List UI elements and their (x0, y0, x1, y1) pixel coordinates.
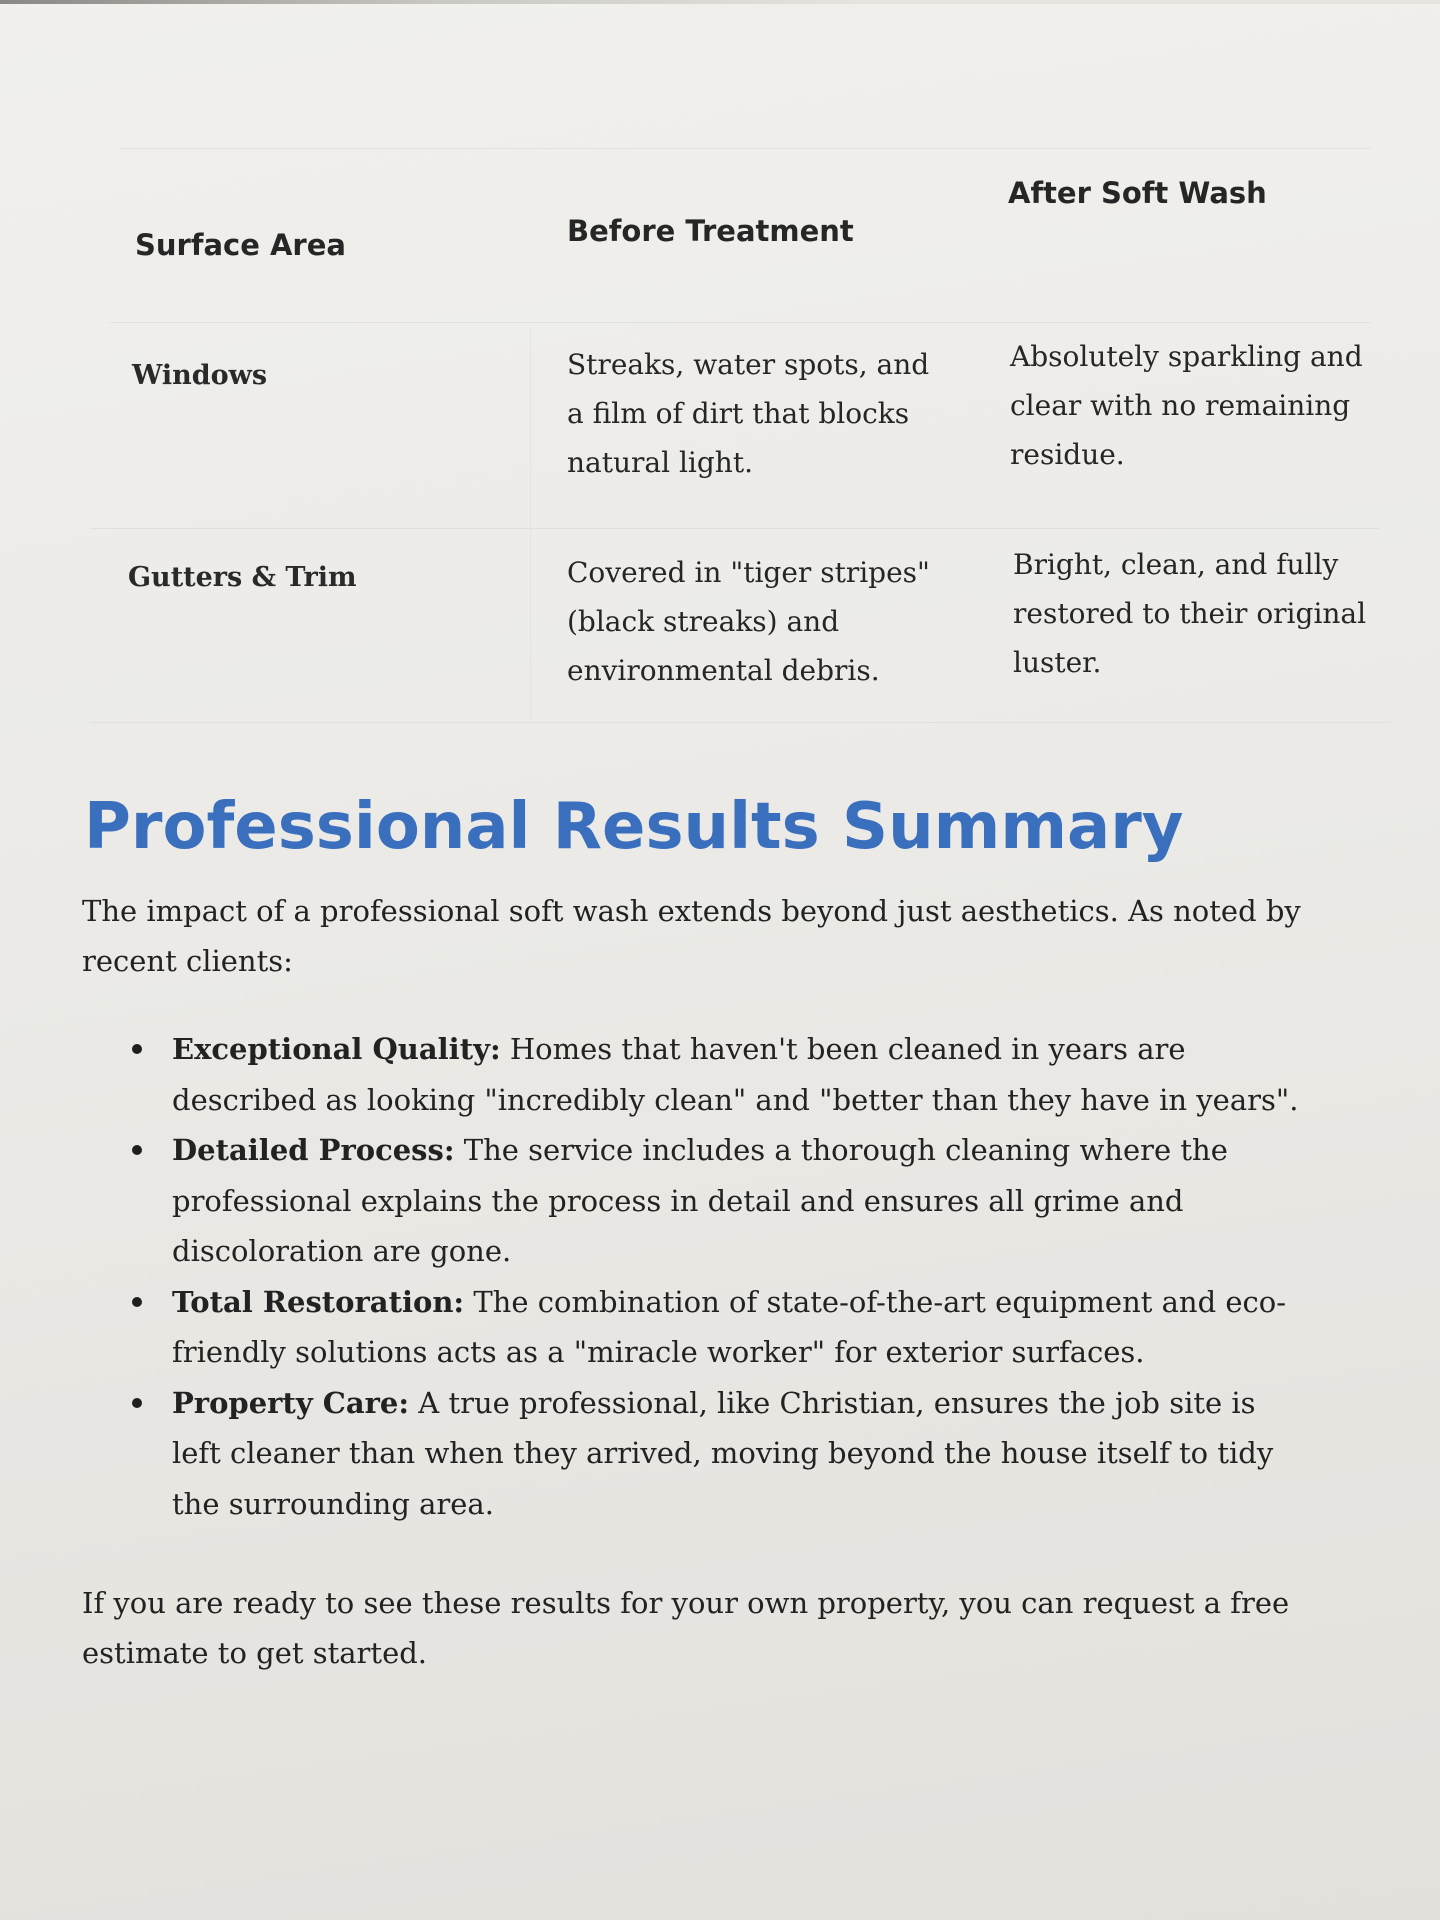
bullet-text: The combination of state-of-the-art equipment and eco-friendly solutions acts as a "miracle worker" for exterior surfaces. (172, 1284, 1287, 1369)
bullet-term: Exceptional Quality: (172, 1032, 501, 1066)
bullet-icon (132, 1398, 142, 1408)
table-header-after-soft-wash: After Soft Wash (1008, 176, 1267, 210)
list-item (172, 1125, 1312, 1277)
list-item (172, 1277, 1312, 1378)
bullet-term: Total Restoration: (172, 1284, 465, 1319)
list-item (172, 1378, 1312, 1530)
table-cell-windows-before: Streaks, water spots, and a film of dirt that blocks natural light. (567, 348, 930, 479)
table-cell-windows-after: Absolutely sparkling and clear with no remaining residue. (1010, 340, 1363, 471)
table-row-label-windows: Windows (132, 360, 268, 391)
table-row-label-gutters-trim: Gutters & Trim (128, 562, 357, 593)
bullet-term: Property Care: (172, 1385, 410, 1420)
bullet-icon (132, 1297, 142, 1307)
bullet-icon (132, 1145, 142, 1155)
table-row2-bottom-rule (90, 722, 1390, 723)
bullet-term: Detailed Process: (172, 1133, 455, 1167)
table-header-top-rule (120, 148, 1370, 149)
table-cell-gutters-before: Covered in "tiger stripes" (black streaks) and environmental debris. (567, 556, 930, 687)
results-bullet-list (172, 1024, 1312, 1529)
bullet-text: Homes that haven't been cleaned in years are described as looking "incredibly clean" and "better than they have in years". (172, 1032, 1299, 1117)
table-column-divider (530, 330, 531, 720)
section-title: Professional Results Summary (84, 790, 1184, 864)
bullet-icon (132, 1044, 142, 1054)
bullet-text: The service includes a thorough cleaning where the professional explains the process in detail and ensures all grime and discoloration are gone. (172, 1133, 1228, 1268)
table-row1-bottom-rule (90, 528, 1380, 529)
intro-paragraph: The impact of a professional soft wash extends beyond just aesthetics. As noted by recent clients: (82, 894, 1301, 978)
page-top-edge (0, 0, 1440, 4)
list-item (172, 1024, 1312, 1125)
bullet-text: A true professional, like Christian, ensures the job site is left cleaner than when they arrived, moving beyond the house itself to tidy the surrounding area. (172, 1385, 1274, 1521)
table-header-surface-area: Surface Area (135, 228, 346, 262)
table-header-bottom-rule (110, 322, 1370, 323)
closing-paragraph: If you are ready to see these results for your own property, you can request a free estimate to get started. (82, 1586, 1290, 1670)
table-header-before-treatment: Before Treatment (567, 214, 854, 248)
table-cell-gutters-after: Bright, clean, and fully restored to their original luster. (1013, 548, 1367, 679)
